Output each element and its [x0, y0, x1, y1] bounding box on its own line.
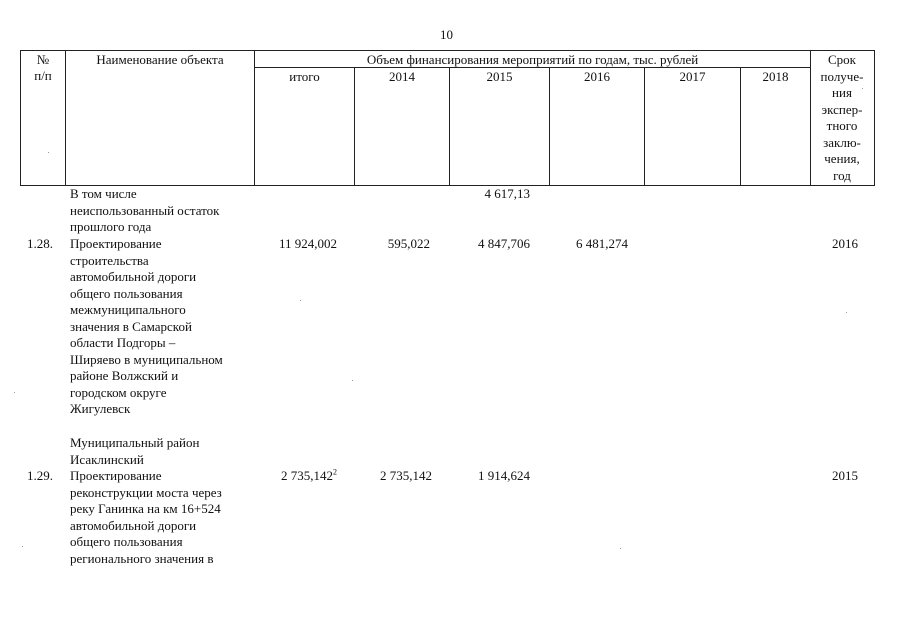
scan-speck — [620, 548, 621, 549]
header-year-2017: 2017 — [679, 69, 706, 84]
name-line: Муниципальный район — [70, 435, 200, 450]
name-line: регионального значения в — [70, 550, 214, 566]
total-value: 2 735,142 — [281, 468, 333, 483]
row-1-28-name — [70, 236, 255, 418]
scan-speck — [846, 312, 847, 313]
header-term — [810, 52, 874, 184]
row-1-29-2014: 2 735,142 — [380, 468, 432, 483]
name-line: реку Ганинка на км 16+524 — [70, 501, 221, 516]
header-right-border — [874, 50, 875, 186]
header-year-2018: 2018 — [762, 69, 789, 84]
name-line: районе Волжский и — [70, 368, 179, 383]
header-term-line: заклю- — [823, 134, 861, 150]
name-line: неиспользованный остаток — [70, 202, 220, 218]
name-line: прошлого года — [70, 219, 152, 234]
row-1-28-total: 11 924,002 — [278, 236, 337, 251]
name-line: В том числе — [70, 186, 137, 201]
scan-speck — [352, 380, 353, 381]
scan-speck — [22, 546, 23, 547]
row-1-29-total — [237, 468, 337, 484]
row-1-28-2016: 6 481,274 — [576, 236, 628, 251]
scan-speck — [48, 152, 49, 153]
header-term-line: ния — [832, 85, 852, 100]
row-1-28-number: 1.28. — [27, 236, 53, 251]
name-line: межмуниципального — [70, 302, 186, 317]
name-line: Жигулевск — [70, 401, 131, 416]
header-year-2014: 2014 — [389, 69, 415, 84]
scan-speck — [14, 392, 15, 393]
header-object-name: Наименование объекта — [96, 52, 224, 67]
name-line: общего пользования — [70, 534, 183, 549]
name-line: строительства — [70, 252, 149, 268]
name-line: области Подгоры – — [70, 335, 176, 350]
row-1-29-term: 2015 — [832, 468, 858, 483]
row-unused-balance-2015: 4 617,13 — [484, 186, 530, 201]
header-year-2015: 2015 — [486, 69, 513, 84]
row-1-28-term: 2016 — [832, 236, 858, 251]
header-funding: Объем финансирования мероприятий по годам, тыс. рублей — [366, 52, 699, 67]
header-year-total: итого — [289, 69, 320, 84]
header-term-line: год — [833, 167, 851, 183]
row-1-29-number: 1.29. — [27, 468, 53, 483]
name-line: общего пользования — [70, 285, 183, 301]
name-line: городском округе — [70, 384, 167, 400]
name-line: Проектирование — [70, 236, 162, 251]
name-line: Ширяево в муниципальном — [70, 351, 223, 367]
name-line: значения в Самарской — [70, 318, 192, 334]
scan-speck — [862, 88, 863, 89]
header-term-line: получе- — [820, 68, 864, 84]
name-line: Исаклинский — [70, 451, 144, 467]
header-term-line: Срок — [828, 52, 856, 67]
header-top-border — [20, 50, 874, 51]
header-term-line: тного — [826, 118, 858, 133]
page-number: 10 — [440, 27, 453, 42]
header-number-abbrev: п/п — [34, 68, 52, 83]
name-line: реконструкции моста через — [70, 484, 222, 500]
name-line: Проектирование — [70, 468, 162, 483]
row-1-29-2015: 1 914,624 — [478, 468, 530, 483]
header-term-line: чения, — [824, 151, 860, 166]
header-term-line: экспер- — [821, 101, 863, 117]
row-unused-balance-name — [70, 186, 255, 236]
header-year-2016: 2016 — [584, 69, 610, 84]
row-1-28-2015: 4 847,706 — [478, 236, 530, 251]
name-line: автомобильной дороги — [70, 517, 197, 533]
name-line: автомобильной дороги — [70, 269, 197, 284]
footnote-marker: 2 — [333, 467, 337, 477]
district-heading — [70, 435, 255, 468]
header-number-symbol: № — [36, 52, 50, 67]
scan-speck — [300, 300, 301, 301]
row-1-28-2014: 595,022 — [387, 236, 430, 251]
header-col-divider-1 — [65, 50, 66, 186]
row-1-29-name — [70, 468, 255, 567]
